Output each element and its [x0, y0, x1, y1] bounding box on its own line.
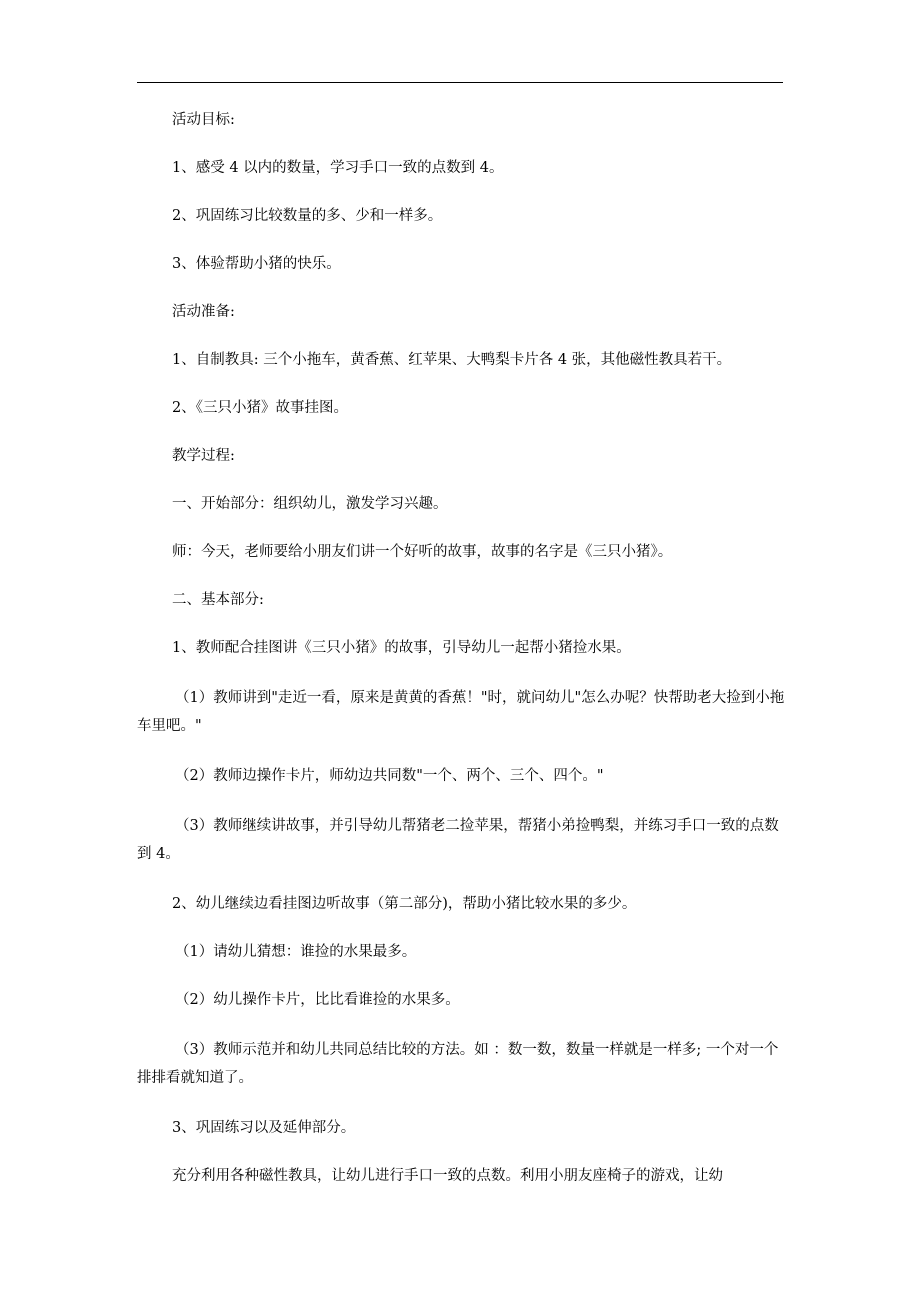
heading-teaching-process: 教学过程: — [172, 448, 235, 464]
process-substep-1-1: （1）教师讲到"走近一看，原来是黄黄的香蕉！"时，就问幼儿"怎么办呢？快帮助老大捡到小拖车里吧。" — [137, 690, 785, 734]
process-substep-2-3: （3）教师示范并和幼儿共同总结比较的方法。如 ：数一数，数量一样就是一样多; 一个对一个排排看就知道了。 — [137, 1042, 779, 1086]
process-substep-2-1: （1）请幼儿猜想：谁捡的水果最多。 — [175, 944, 417, 960]
process-step-2: 2、幼儿继续边看挂图边听故事（第二部分)，帮助小猪比较水果的多少。 — [172, 896, 637, 912]
preparation-item-1: 1、自制教具: 三个小拖车，黄香蕉、红苹果、大鸭梨卡片各 4 张，其他磁性教具若干。 — [172, 352, 732, 368]
process-part-2: 二、基本部分: — [172, 592, 264, 608]
process-substep-1-2: （2）教师边操作卡片，师幼边共同数"一个、两个、三个、四个。" — [175, 768, 604, 784]
header-rule — [137, 82, 783, 83]
goal-item-3: 3、体验帮助小猪的快乐。 — [172, 256, 341, 272]
process-substep-1-3: （3）教师继续讲故事，并引导幼儿帮猪老二捡苹果，帮猪小弟捡鸭梨，并练习手口一致的点数到 4。 — [137, 818, 779, 862]
goal-item-1: 1、感受 4 以内的数量，学习手口一致的点数到 4。 — [172, 160, 504, 176]
process-substep-2-2: （2）幼儿操作卡片，比比看谁捡的水果多。 — [175, 992, 460, 1008]
process-part-1: 一、开始部分：组织幼儿，激发学习兴趣。 — [172, 496, 448, 512]
heading-activity-goals: 活动目标: — [172, 112, 235, 128]
heading-activity-preparation: 活动准备: — [172, 304, 235, 320]
goal-item-2: 2、巩固练习比较数量的多、少和一样多。 — [172, 208, 443, 224]
process-step-1: 1、教师配合挂图讲《三只小猪》的故事，引导幼儿一起帮小猪捡水果。 — [172, 640, 631, 656]
process-step-3-detail: 充分利用各种磁性教具，让幼儿进行手口一致的点数。利用小朋友座椅子的游戏，让幼 — [172, 1168, 723, 1184]
document-body — [137, 108, 785, 1212]
process-step-3: 3、巩固练习以及延伸部分。 — [172, 1120, 356, 1136]
teacher-line: 师：今天，老师要给小朋友们讲一个好听的故事，故事的名字是《三只小猪》。 — [172, 544, 673, 560]
preparation-item-2: 2、《三只小猪》故事挂图。 — [172, 400, 348, 416]
